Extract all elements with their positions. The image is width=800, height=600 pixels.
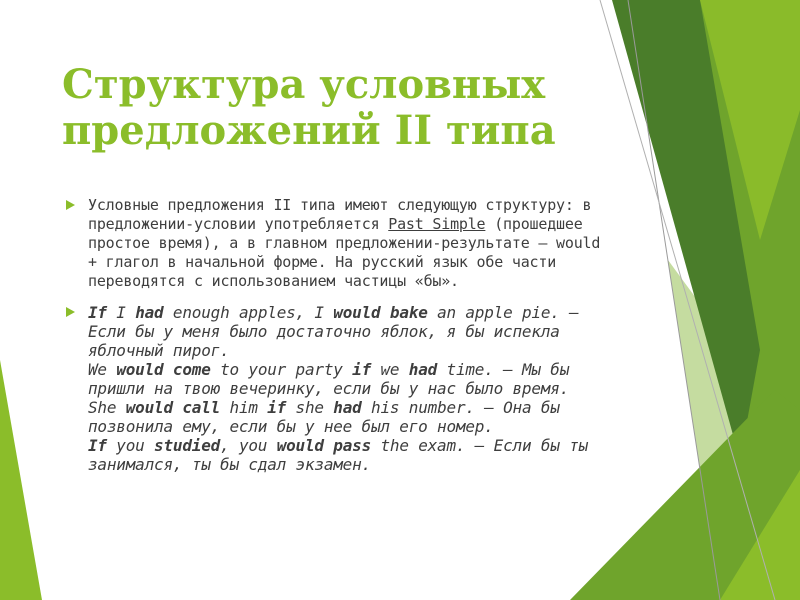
ex4-w3: studied <box>154 436 221 455</box>
ex3-w5: she <box>286 398 334 417</box>
past-simple-link[interactable]: Past Simple <box>388 215 486 233</box>
ex4-w5: would pass <box>276 436 372 455</box>
ex3-w7: his number. — Она бы позвонила ему, если бы у нее был его номер. <box>88 398 560 436</box>
example-1 <box>88 303 606 360</box>
ex4-w4: , you <box>220 436 277 455</box>
example-2 <box>88 360 606 398</box>
bullet-examples <box>66 303 606 474</box>
bullet1-text-after: (прошедшее простое время), а в главном предложении-результате — would + глагол в начальной форме. На русский язык обе части переводятся с использованием частицы «бы». <box>88 215 601 290</box>
ex4-w1: If <box>88 436 107 455</box>
bullet-arrow-icon <box>66 200 75 210</box>
slide-content <box>66 196 606 486</box>
ex1-w5: would bake <box>333 303 428 322</box>
ex3-w2: would call <box>125 398 221 417</box>
ex2-w5: we <box>371 360 409 379</box>
bullet-structure <box>66 196 606 291</box>
ex1-w3: had <box>135 303 164 322</box>
example-3 <box>88 398 606 436</box>
bullet-arrow-icon <box>66 307 75 317</box>
ex2-w7: time. — Мы бы пришли на твою вечеринку, если бы у нас было время. <box>88 360 570 398</box>
ex3-w1: She <box>88 398 126 417</box>
ex3-w3: him <box>220 398 268 417</box>
example-4 <box>88 436 606 474</box>
ex1-w1: If <box>88 303 107 322</box>
ex3-w6: had <box>333 398 362 417</box>
ex1-w4: enough apples, I <box>163 303 334 322</box>
ex2-w4: if <box>352 360 372 379</box>
ex2-w2: would come <box>116 360 211 379</box>
ex2-w1: We <box>88 360 117 379</box>
ex2-w3: to your party <box>210 360 353 379</box>
ex4-w6: the exam. — Если бы ты занимался, ты бы сдал экзамен. <box>88 436 588 474</box>
slide-title: Структура условных предложений II типа <box>62 61 556 154</box>
ex4-w2: you <box>106 436 155 455</box>
ex1-w2: I <box>106 303 136 322</box>
ex3-w4: if <box>267 398 287 417</box>
ex2-w6: had <box>408 360 438 379</box>
bullet1-text-before: Условные предложения II типа имеют следующую структуру: в предложении-условии употребляется <box>88 196 592 233</box>
left-green-triangle <box>0 360 42 600</box>
ex1-w6: an apple pie. — Если бы у меня было достаточно яблок, я бы испекла яблочный пирог. <box>88 303 579 360</box>
